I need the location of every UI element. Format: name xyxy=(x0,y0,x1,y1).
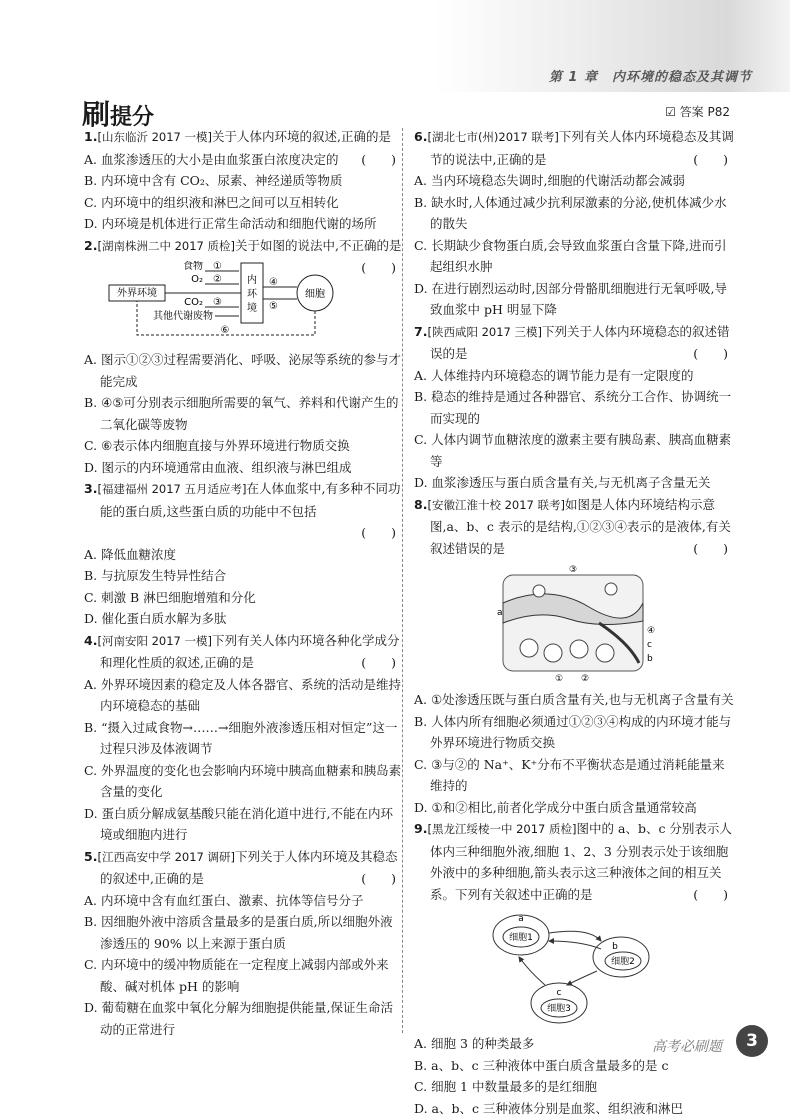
answer-blank: ( ) xyxy=(377,868,396,890)
label-4: ④ xyxy=(647,626,655,636)
cell1-label: 细胞1 xyxy=(509,932,533,943)
question-number: 7. xyxy=(414,324,427,339)
question-source: [河南安阳 2017 一模] xyxy=(97,634,212,648)
arrow-5-label: ⑤ xyxy=(269,301,278,312)
question-stem: 图中的 a、b、c 分别表示人体内三种细胞外液,细胞 1、2、3 分别表示处于该细胞外液中的多种细胞,箭头表示这三种液体之间的相互关系。下列有关叙述中正确的是 xyxy=(430,821,732,902)
option-a: A. ①处渗透压既与蛋白质含量有关,也与无机离子含量有关 xyxy=(414,689,734,711)
option-d: D. 内环境是机体进行正常生命活动和细胞代谢的场所 xyxy=(84,213,402,235)
option-d: D. a、b、c 三种液体分别是血浆、组织液和淋巴 xyxy=(414,1098,734,1119)
option-b: B. a、b、c 三种液体中蛋白质含量最多的是 c xyxy=(414,1055,734,1077)
option-a: A. 当内环境稳态失调时,细胞的代谢活动都会减弱 xyxy=(414,170,734,192)
option-a: A. 图示①②③过程需要消化、呼吸、泌尿等系统的参与才能完成 xyxy=(84,349,402,392)
question-source: [湖北七市(州)2017 联考] xyxy=(427,130,558,144)
option-b: B. “摄入过咸食物→……→细胞外液渗透压相对恒定”这一过程只涉及体液调节 xyxy=(84,717,402,760)
arrow-3-label: ③ xyxy=(213,297,222,308)
question-number: 3. xyxy=(84,481,97,496)
arrow-1-label: ① xyxy=(213,261,222,272)
option-a: A. 人体维持内环境稳态的调节能力是有一定限度的 xyxy=(414,365,734,387)
fluid-c-label: c xyxy=(557,988,562,998)
tissue-structure-diagram xyxy=(489,563,659,683)
option-b: B. 因细胞外液中溶质含量最多的是蛋白质,所以细胞外液渗透压的 90% 以上来源于蛋白质 xyxy=(84,911,402,954)
question-stem: 关于人体内环境的叙述,正确的是 xyxy=(212,129,391,144)
answer-blank: ( ) xyxy=(709,343,728,365)
co2-label: CO₂ xyxy=(184,297,203,308)
option-c: C. 细胞 1 中数量最多的是红细胞 xyxy=(414,1076,734,1098)
option-d: D. 血浆渗透压与蛋白质含量有关,与无机离子含量无关 xyxy=(414,472,734,494)
question-source: [山东临沂 2017 一模] xyxy=(97,130,212,144)
label-b: b xyxy=(647,654,653,664)
option-d: D. 图示的内环境通常由血液、组织液与淋巴组成 xyxy=(84,457,402,479)
checkbox-icon: ☑ xyxy=(665,105,676,119)
section-title-big: 刷 xyxy=(82,98,110,131)
page-number: 3 xyxy=(736,1025,768,1057)
arrow-4-label: ④ xyxy=(269,277,278,288)
question-1 xyxy=(84,126,402,235)
footer-brand: 高考必刷题 xyxy=(652,1036,722,1056)
option-b: B. 稳态的维持是通过各种器官、系统分工合作、协调统一而实现的 xyxy=(414,386,734,429)
question-stem: 关于如图的说法中,不正确的是 xyxy=(235,238,401,253)
question-stem: 下列关于人体内环境稳态的叙述错误的是 xyxy=(430,324,730,362)
answer-blank: ( ) xyxy=(377,257,396,279)
option-a: A. 内环境中含有血红蛋白、激素、抗体等信号分子 xyxy=(84,890,402,912)
option-a: A. 血浆渗透压的大小是由血浆蛋白浓度决定的 xyxy=(84,149,402,171)
chapter-title: 第 1 章 内环境的稳态及其调节 xyxy=(549,66,752,85)
answer-blank: ( ) xyxy=(709,884,728,906)
question-number: 5. xyxy=(84,849,97,864)
waste-label: 其他代谢废物 xyxy=(153,309,213,322)
option-a: A. 降低血糖浓度 xyxy=(84,544,402,566)
inner-env-char-1: 内 xyxy=(247,273,257,286)
question-5 xyxy=(84,846,402,1041)
arrow-c-to-a xyxy=(519,957,545,985)
env-label: 外界环境 xyxy=(117,286,157,299)
question-2 xyxy=(84,235,402,479)
question-7 xyxy=(414,321,734,494)
answer-reference xyxy=(665,103,730,120)
label-1: ① xyxy=(555,674,563,683)
fluid-a-label: a xyxy=(518,914,524,924)
inner-env-char-3: 境 xyxy=(247,301,257,314)
question-source: [黑龙江绥棱一中 2017 质检] xyxy=(427,822,576,836)
answer-blank: ( ) xyxy=(377,149,396,171)
body-fluid-relation-diagram xyxy=(489,909,659,1027)
option-b: B. 人体内所有细胞必须通过①②③④构成的内环境才能与外界环境进行物质交换 xyxy=(414,711,734,754)
question-6 xyxy=(414,126,734,321)
label-c: c xyxy=(647,640,652,650)
option-b: B. 与抗原发生特异性结合 xyxy=(84,565,402,587)
answer-blank: ( ) xyxy=(709,538,728,560)
option-d: D. 蛋白质分解成氨基酸只能在消化道中进行,不能在内环境或细胞内进行 xyxy=(84,803,402,846)
option-b: B. 内环境中含有 CO₂、尿素、神经递质等物质 xyxy=(84,170,402,192)
option-a: A. 细胞 3 的种类最多 xyxy=(414,1033,734,1055)
option-c: C. ⑥表示体内细胞直接与外界环境进行物质交换 xyxy=(84,435,402,457)
fluid-b-label: b xyxy=(612,942,618,952)
option-c: C. 外界温度的变化也会影响内环境中胰高血糖素和胰岛素含量的变化 xyxy=(84,760,402,803)
question-number: 2. xyxy=(84,238,97,253)
arrow-6-label: ⑥ xyxy=(220,325,229,336)
question-stem: 在人体血浆中,有多种不同功能的蛋白质,这些蛋白质的功能中不包括 xyxy=(100,481,401,519)
question-9 xyxy=(414,818,734,1119)
option-d: D. ①和②相比,前者化学成分中蛋白质含量通常较高 xyxy=(414,797,734,819)
option-b: B. ④⑤可分别表示细胞所需要的氧气、养料和代谢产生的二氧化碳等废物 xyxy=(84,392,402,435)
option-a: A. 外界环境因素的稳定及人体各器官、系统的活动是维持内环境稳态的基础 xyxy=(84,674,402,717)
answer-blank: ( ) xyxy=(709,149,728,171)
question-source: [安徽江淮十校 2017 联考] xyxy=(427,498,565,512)
option-c: C. 长期缺少食物蛋白质,会导致血浆蛋白含量下降,进而引起组织水肿 xyxy=(414,235,734,278)
option-d: D. 葡萄糖在血浆中氧化分解为细胞提供能量,保证生命活动的正常进行 xyxy=(84,997,402,1040)
option-c: C. ③与②的 Na⁺、K⁺分布不平衡状态是通过消耗能量来维持的 xyxy=(414,754,734,797)
question-3 xyxy=(84,478,402,630)
question-stem: 下列有关人体内环境稳态及其调节的说法中,正确的是 xyxy=(430,129,734,167)
answer-blank: ( ) xyxy=(377,652,396,674)
section-title-rest: 提分 xyxy=(110,105,154,130)
option-c: C. 内环境中的缓冲物质能在一定程度上减弱内部或外来酸、碱对机体 pH 的影响 xyxy=(84,954,402,997)
o2-label: O₂ xyxy=(191,274,203,285)
environment-exchange-diagram xyxy=(101,261,361,343)
option-d: D. 催化蛋白质水解为多肽 xyxy=(84,608,402,630)
question-source: [陕西咸阳 2017 三模] xyxy=(427,325,542,339)
option-c: C. 内环境中的组织液和淋巴之间可以互相转化 xyxy=(84,192,402,214)
label-3: ③ xyxy=(569,565,577,575)
question-number: 6. xyxy=(414,129,427,144)
question-number: 8. xyxy=(414,497,427,512)
cell2-label: 细胞2 xyxy=(611,956,635,967)
question-number: 4. xyxy=(84,633,97,648)
question-8 xyxy=(414,494,734,819)
question-stem: 下列有关人体内环境各种化学成分和理化性质的叙述,正确的是 xyxy=(100,633,400,671)
question-source: [福建福州 2017 五月适应考] xyxy=(97,482,246,496)
column-divider xyxy=(402,128,403,1033)
option-c: C. 刺激 B 淋巴细胞增殖和分化 xyxy=(84,587,402,609)
question-stem: 下列关于人体内环境及其稳态的叙述中,正确的是 xyxy=(100,849,398,887)
answer-blank: ( ) xyxy=(361,525,396,540)
question-number: 9. xyxy=(414,821,427,836)
inner-env-char-2: 环 xyxy=(247,288,258,300)
option-b: B. 缺水时,人体通过减少抗利尿激素的分泌,使机体减少水的散失 xyxy=(414,192,734,235)
question-stem: 如图是人体内环境结构示意图,a、b、c 表示的是结构,①②③④表示的是液体,有关叙述错误的是 xyxy=(430,497,731,556)
question-source: [湖南株洲二中 2017 质检] xyxy=(97,239,235,253)
question-4 xyxy=(84,630,402,846)
answer-reference-text: 答案 P82 xyxy=(680,105,730,119)
arrow-b-to-a xyxy=(549,941,601,949)
label-2: ② xyxy=(581,674,589,683)
cell-label: 细胞 xyxy=(305,288,325,300)
left-column xyxy=(84,126,402,1040)
cell3-label: 细胞3 xyxy=(547,1003,571,1014)
food-label: 食物 xyxy=(183,261,203,272)
label-a: a xyxy=(497,608,503,618)
question-source: [江西高安中学 2017 调研] xyxy=(97,850,235,864)
arrow-2-label: ② xyxy=(213,274,222,285)
arrow-a-to-b xyxy=(549,931,601,941)
question-number: 1. xyxy=(84,129,97,144)
option-d: D. 在进行剧烈运动时,因部分骨骼肌细胞进行无氧呼吸,导致血浆中 pH 明显下降 xyxy=(414,278,734,321)
right-column xyxy=(414,126,734,1119)
arrow-b-to-c xyxy=(567,971,597,985)
option-c: C. 人体内调节血糖浓度的激素主要有胰岛素、胰高血糖素等 xyxy=(414,429,734,472)
